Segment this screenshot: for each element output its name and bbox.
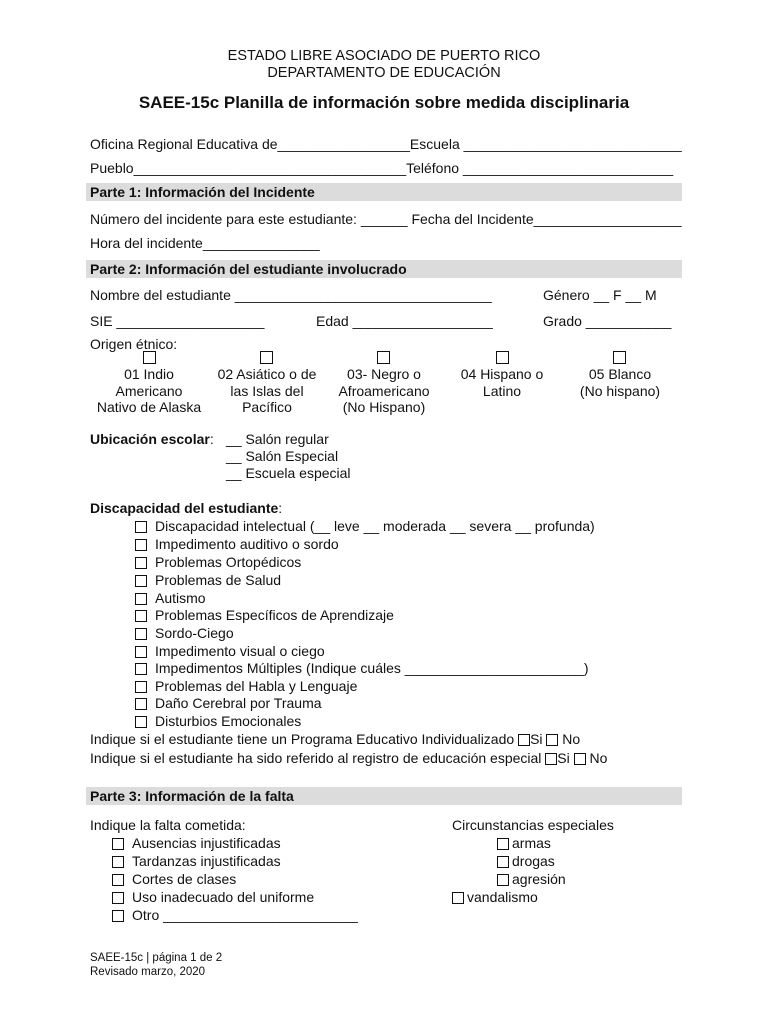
checkbox-icon[interactable] xyxy=(112,856,124,868)
ethnic-01-line1: 01 Indio xyxy=(124,366,174,382)
discapacidad-item[interactable] xyxy=(135,590,206,608)
referido-question-row xyxy=(90,750,607,767)
ethnic-03-line3: (No Hispano) xyxy=(342,399,426,415)
discapacidad-item[interactable] xyxy=(135,643,325,661)
discapacidad-item[interactable] xyxy=(135,572,281,590)
checkbox-icon[interactable] xyxy=(112,874,124,886)
header-line-2: DEPARTAMENTO DE EDUCACIÓN xyxy=(267,65,501,81)
circunstancias-label: Circunstancias especiales xyxy=(452,817,614,833)
ethnic-03-line2: Afroamericano xyxy=(338,382,430,399)
footer-revision: Revisado marzo, 2020 xyxy=(90,966,206,978)
ubicacion-escolar-label xyxy=(90,431,214,448)
discapacidad-label-4: Autismo xyxy=(155,590,206,606)
checkbox-icon[interactable] xyxy=(135,557,147,569)
discapacidad-colon: : xyxy=(278,500,283,516)
genero-field[interactable]: Género __ F __ M xyxy=(543,287,657,303)
referido-question: Indique si el estudiante ha sido referido al registro de educación especial xyxy=(90,750,542,766)
checkbox-icon[interactable] xyxy=(135,521,147,533)
ethnic-05-label xyxy=(555,366,685,399)
ethnic-04-checkbox[interactable] xyxy=(496,351,509,364)
referido-si-checkbox[interactable] xyxy=(545,753,557,765)
checkbox-icon[interactable] xyxy=(497,856,509,868)
falta-label: Indique la falta cometida: xyxy=(90,817,246,833)
falta-label-2: Cortes de clases xyxy=(132,871,237,887)
discapacidad-label-8: Impedimentos Múltiples (Indique cuáles _______________________) xyxy=(155,660,589,676)
referido-no-label: No xyxy=(589,750,608,766)
discapacidad-label-1: Impedimento auditivo o sordo xyxy=(155,536,339,552)
checkbox-icon[interactable] xyxy=(135,698,147,710)
referido-no-checkbox[interactable] xyxy=(574,753,586,765)
discapacidad-item[interactable] xyxy=(135,536,339,554)
checkbox-icon[interactable] xyxy=(135,646,147,658)
circunstancia-item[interactable] xyxy=(497,835,551,853)
ethnic-01-label xyxy=(84,366,214,416)
edad-field[interactable]: Edad __________________ xyxy=(316,313,493,329)
checkbox-icon[interactable] xyxy=(135,593,147,605)
grado-field[interactable]: Grado ___________ xyxy=(543,313,672,329)
discapacidad-item[interactable] xyxy=(135,518,595,536)
parte2-title: Parte 2: Información del estudiante involucrado xyxy=(90,261,407,277)
falta-item[interactable] xyxy=(112,853,281,871)
falta-item[interactable] xyxy=(112,871,236,889)
falta-item[interactable] xyxy=(112,907,358,925)
pei-no-label: No xyxy=(562,731,581,747)
checkbox-icon[interactable] xyxy=(135,575,147,587)
falta-item[interactable] xyxy=(112,889,314,907)
pei-question: Indique si el estudiante tiene un Programa Educativo Individualizado xyxy=(90,731,515,747)
ethnic-04-line2: Latino xyxy=(482,382,522,399)
checkbox-icon[interactable] xyxy=(497,874,509,886)
discapacidad-item[interactable] xyxy=(135,554,301,572)
checkbox-icon[interactable] xyxy=(497,838,509,850)
ethnic-02-line3: Pacífico xyxy=(242,399,292,415)
discapacidad-label-6: Sordo-Ciego xyxy=(155,625,234,641)
falta-item[interactable] xyxy=(112,835,281,853)
discapacidad-label-10: Daño Cerebral por Trauma xyxy=(155,695,322,711)
pei-si-checkbox[interactable] xyxy=(518,734,530,746)
pei-question-row xyxy=(90,731,580,748)
ubicacion-escolar-text: Ubicación escolar xyxy=(90,431,210,447)
discapacidad-item[interactable] xyxy=(135,660,589,678)
nombre-estudiante-field[interactable]: Nombre del estudiante _________________________________ xyxy=(90,287,492,303)
ethnic-05-line2: (No hispano) xyxy=(579,382,661,399)
hora-incidente-field[interactable]: Hora del incidente_______________ xyxy=(90,235,320,251)
numero-fecha-incidente-field[interactable]: Número del incidente para este estudiante: ______ Fecha del Incidente___________________ xyxy=(90,211,682,227)
falta-label-3: Uso inadecuado del uniforme xyxy=(132,889,315,905)
discapacidad-label-7: Impedimento visual o ciego xyxy=(155,643,325,659)
ethnic-01-line2: Americano xyxy=(115,382,183,399)
checkbox-icon[interactable] xyxy=(135,681,147,693)
falta-label-1: Tardanzas injustificadas xyxy=(132,853,281,869)
checkbox-icon[interactable] xyxy=(135,539,147,551)
discapacidad-item[interactable] xyxy=(135,695,322,713)
checkbox-icon[interactable] xyxy=(135,663,147,675)
discapacidad-label-9: Problemas del Habla y Lenguaje xyxy=(155,678,358,694)
checkbox-icon[interactable] xyxy=(112,838,124,850)
discapacidad-label-2: Problemas Ortopédicos xyxy=(155,554,302,570)
falta-label-0: Ausencias injustificadas xyxy=(132,835,281,851)
parte1-header xyxy=(86,183,682,201)
checkbox-icon[interactable] xyxy=(135,610,147,622)
pei-no-checkbox[interactable] xyxy=(546,734,558,746)
ubicacion-salon-especial[interactable]: __ Salón Especial xyxy=(226,448,339,464)
origen-etnico-label: Origen étnico: xyxy=(90,336,178,352)
circunstancia-item[interactable] xyxy=(497,871,566,889)
discapacidad-label-11: Disturbios Emocionales xyxy=(155,713,302,729)
header-line-1: ESTADO LIBRE ASOCIADO DE PUERTO RICO xyxy=(227,48,541,64)
discapacidad-text: Discapacidad del estudiante xyxy=(90,500,279,516)
ethnic-05-checkbox[interactable] xyxy=(613,351,626,364)
ethnic-04-line1: 04 Hispano o xyxy=(460,366,544,382)
circunstancia-label-0: armas xyxy=(512,835,551,851)
discapacidad-label-5: Problemas Específicos de Aprendizaje xyxy=(155,607,394,623)
parte1-title: Parte 1: Información del Incidente xyxy=(90,184,315,200)
footer-page: SAEE-15c | página 1 de 2 xyxy=(90,952,223,964)
checkbox-icon[interactable] xyxy=(112,892,124,904)
oficina-escuela-field[interactable]: Oficina Regional Educativa de_________________Escuela ____________________________ xyxy=(90,136,682,152)
ethnic-03-label xyxy=(319,366,449,416)
falta-label-4: Otro _________________________ xyxy=(132,907,358,923)
ubicacion-colon: : xyxy=(209,431,214,447)
checkbox-icon[interactable] xyxy=(135,716,147,728)
ethnic-05-line1: 05 Blanco xyxy=(588,366,652,382)
referido-si-label: Si xyxy=(557,750,570,766)
discapacidad-label xyxy=(90,500,282,517)
ethnic-02-line1: 02 Asiático o de xyxy=(217,366,317,382)
form-title: SAEE-15c Planilla de información sobre medida disciplinaria xyxy=(138,93,630,112)
ethnic-01-line3: Nativo de Alaska xyxy=(96,399,202,415)
pueblo-telefono-field[interactable]: Pueblo___________________________________Teléfono ___________________________ xyxy=(90,160,674,176)
ubicacion-salon-regular[interactable]: __ Salón regular xyxy=(226,431,329,447)
checkbox-icon[interactable] xyxy=(452,892,464,904)
ethnic-02-label xyxy=(202,366,332,416)
discapacidad-label-0: Discapacidad intelectual (__ leve __ moderada __ severa __ profunda) xyxy=(155,518,595,534)
checkbox-icon[interactable] xyxy=(112,910,124,922)
ethnic-01-checkbox[interactable] xyxy=(143,351,156,364)
vandalismo-label: vandalismo xyxy=(467,889,538,905)
discapacidad-item[interactable] xyxy=(135,625,234,643)
circunstancia-item[interactable] xyxy=(497,853,555,871)
checkbox-icon[interactable] xyxy=(135,628,147,640)
ethnic-02-line2: las Islas del xyxy=(230,382,304,399)
discapacidad-item[interactable] xyxy=(135,713,301,731)
vandalismo-item[interactable] xyxy=(452,889,538,907)
discapacidad-item[interactable] xyxy=(135,678,357,696)
parte3-header xyxy=(86,787,682,805)
circunstancia-label-2: agresión xyxy=(512,871,566,887)
ubicacion-escuela-especial[interactable]: __ Escuela especial xyxy=(226,465,351,481)
circunstancia-label-1: drogas xyxy=(512,853,555,869)
pei-si-label: Si xyxy=(530,731,543,747)
ethnic-04-label xyxy=(437,366,567,399)
parte2-header xyxy=(86,260,682,278)
sie-field[interactable]: SIE ___________________ xyxy=(90,313,265,329)
ethnic-03-checkbox[interactable] xyxy=(377,351,390,364)
ethnic-02-checkbox[interactable] xyxy=(260,351,273,364)
discapacidad-label-3: Problemas de Salud xyxy=(155,572,282,588)
discapacidad-item[interactable] xyxy=(135,607,394,625)
parte3-title: Parte 3: Información de la falta xyxy=(90,788,294,804)
ethnic-03-line1: 03- Negro o xyxy=(347,366,421,382)
